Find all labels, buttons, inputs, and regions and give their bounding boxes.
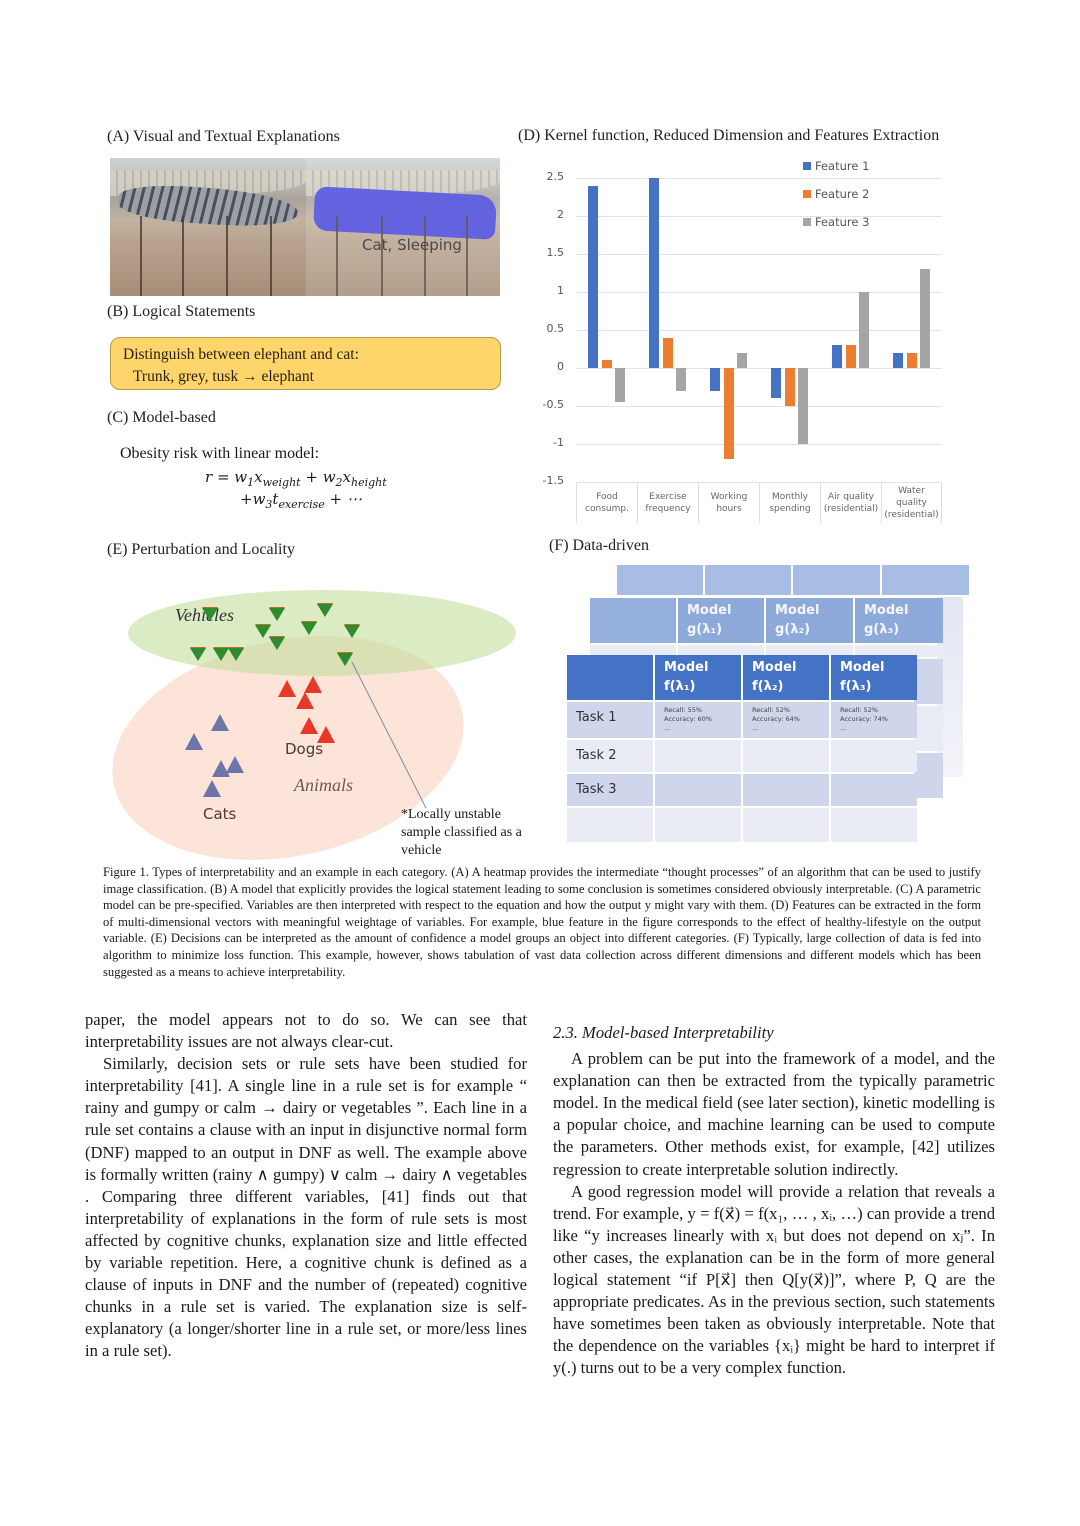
body-left-column — [85, 1009, 527, 1363]
y-tick-label: 1 — [557, 284, 564, 297]
legend-item — [803, 159, 869, 173]
vehicle-point — [344, 625, 360, 638]
cat-point — [203, 780, 221, 797]
metric-cell: Recall: 52% Accuracy: 74% ... — [831, 702, 917, 738]
bar-feature-3 — [737, 353, 747, 368]
bar-feature-1 — [649, 178, 659, 368]
vehicle-point — [269, 637, 285, 650]
y-tick-label: 0 — [557, 360, 564, 373]
gridline — [576, 178, 942, 179]
legend-swatch — [803, 218, 811, 226]
cat-point — [211, 714, 229, 731]
y-tick-label: 2.5 — [546, 170, 564, 183]
metric-cell: Recall: 55% Accuracy: 60% ... — [655, 702, 741, 738]
annotation-line: vehicle — [401, 843, 442, 858]
vehicle-point — [269, 608, 285, 621]
gridline — [576, 216, 942, 217]
bar-feature-3 — [920, 269, 930, 368]
logical-statement-box — [110, 337, 501, 390]
logic-line-1: Distinguish between elephant and cat: — [123, 346, 359, 363]
category-label: Food consump. — [576, 483, 637, 523]
vehicle-point — [213, 648, 229, 661]
mid-header-3: Model g(λ₃) — [855, 598, 943, 643]
annotation-line: *Locally unstable — [401, 807, 501, 822]
cat-photo-original — [110, 158, 306, 296]
bar-feature-3 — [798, 368, 808, 444]
category-label: Monthly spending — [759, 483, 820, 523]
model-f2-header: Model f(λ₂) — [743, 655, 829, 700]
panel-c-label: (C) Model-based — [107, 409, 216, 426]
bar-feature-3 — [676, 368, 686, 391]
y-tick-label: 2 — [557, 208, 564, 221]
gridline — [576, 330, 942, 331]
bar-feature-1 — [588, 186, 598, 368]
logic-line-2: Trunk, grey, tusk → elephant — [133, 368, 314, 385]
category-label: Exercise frequency — [637, 483, 698, 523]
bar-feature-3 — [859, 292, 869, 368]
equation-line-2: $+w_3t_{exercise}$ + ⋯ — [240, 490, 362, 511]
dog-point — [317, 726, 335, 743]
annotation-line: sample classified as a — [401, 825, 522, 840]
equation-line-1: $r = w_1x_{weight} + w_2x_{height}$ — [205, 468, 387, 489]
bar-feature-2 — [846, 345, 856, 368]
model-f1-header: Model f(λ₁) — [655, 655, 741, 700]
panel-d-label: (D) Kernel function, Reduced Dimension and Features Extraction — [518, 127, 940, 144]
annotation-leader-line — [340, 660, 460, 820]
animals-label: Animals — [294, 775, 354, 795]
legend-swatch — [803, 162, 811, 170]
bar-feature-3 — [615, 368, 625, 402]
y-tick-label: -1 — [553, 436, 564, 449]
y-tick-label: -1.5 — [542, 474, 564, 487]
category-label: Water quality (residential) — [881, 483, 942, 523]
dog-point — [300, 717, 318, 734]
cat-point — [212, 760, 230, 777]
results-table — [567, 655, 914, 842]
cat-point — [185, 733, 203, 750]
y-tick-label: 1.5 — [546, 246, 564, 259]
paragraph: A good regression model will provide a relation that reveals a trend. For example, y = f(x⃗) = f(x₁, … , xᵢ, …) can provide a trend like “y increases linearly with xᵢ but does not depend on xⱼ”. In other cases, the explanation can be in the form of more general logical statement “if P[x⃗] then Q[y(x⃗)]”, where P, Q are the appropriate predicates. As in the previous section, such statements have sometimes been taken as obviously interpretable. Note that the dependence on the variables {xᵢ} might be hard to interpret if y(.) turns out to be a very complex function. — [553, 1181, 995, 1378]
metric-cell: Recall: 52% Accuracy: 64% ... — [743, 702, 829, 738]
bar-feature-2 — [785, 368, 795, 406]
paragraph: Similarly, decision sets or rule sets have been studied for interpretability [41]. A single line in a rule set is for example “ rainy and gumpy or calm → dairy or vegetables ”. Each line in a rule set contains a clause with an input in disjunctive normal form (DNF) mapped to an output in DNF as well. The example above is formally written (rainy ∧ gumpy) ∨ calm → dairy ∧ vegetables . Comparing three different variables, [41] finds out that interpretability of explanations in the form of rule sets is most affected by cognitive chunks, explanation size and little effected by variable repetition. Here, a cognitive chunk is defined as a clause of inputs in DNF and the number of (repeated) cognitive chunks in a rule set is varied. The explanation size is self-explanatory (a longer/shorter line in a rule set, or more/less lines in a rule set). — [85, 1054, 527, 1361]
task-2-label: Task 2 — [567, 740, 653, 772]
vehicle-point — [202, 608, 218, 621]
panel-b-label: (B) Logical Statements — [107, 303, 256, 320]
panel-a-label: (A) Visual and Textual Explanations — [107, 128, 340, 145]
category-label: Working hours — [698, 483, 759, 523]
panel-e-label: (E) Perturbation and Locality — [107, 541, 295, 558]
unstable-sample-annotation — [401, 806, 522, 860]
panel-f-label: (F) Data-driven — [549, 537, 649, 554]
vehicle-point — [317, 604, 333, 617]
dogs-label: Dogs — [285, 740, 324, 758]
bar-feature-2 — [602, 360, 612, 368]
model-description: Obesity risk with linear model: — [120, 445, 320, 462]
gridline — [576, 406, 942, 407]
legend-item — [803, 187, 869, 201]
paragraph: A problem can be put into the framework of a model, and the explanation can then be extracted from the typically parametric model. In the medical field (see later section), kinetic modelling is a popular choice, and machine learning can be used to compute the parameters. Other methods exist, for example, [42] utilizes regression to create interpretable solution indirectly. — [553, 1049, 995, 1179]
bar-feature-1 — [710, 368, 720, 391]
y-tick-label: 0.5 — [546, 322, 564, 335]
bar-feature-1 — [893, 353, 903, 368]
mid-header-1: Model g(λ₁) — [678, 598, 764, 643]
section-heading: 2.3. Model-based Interpretability — [553, 1023, 774, 1042]
vehicle-point — [301, 622, 317, 635]
vehicle-point — [228, 648, 244, 661]
cat-photo-heatmap — [306, 158, 500, 296]
y-tick-label: -0.5 — [542, 398, 564, 411]
vehicle-point — [190, 648, 206, 661]
bar-feature-1 — [771, 368, 781, 398]
mid-header-2: Model g(λ₂) — [766, 598, 853, 643]
vehicles-label: Vehicles — [175, 605, 234, 625]
legend-label: Feature 2 — [815, 187, 870, 201]
bar-feature-2 — [724, 368, 734, 459]
dog-point — [296, 692, 314, 709]
heatmap-label: Cat, Sleeping — [362, 236, 462, 254]
task-3-label: Task 3 — [567, 774, 653, 806]
heatmap-overlay — [313, 186, 497, 239]
paragraph: paper, the model appears not to do so. We can see that interpretability issues are not always clear-cut. — [85, 1010, 527, 1052]
gridline — [576, 292, 942, 293]
legend-label: Feature 3 — [815, 215, 870, 229]
gridline — [576, 444, 942, 445]
dog-point — [278, 680, 296, 697]
legend-item — [803, 215, 869, 229]
legend-label: Feature 1 — [815, 159, 870, 173]
gridline — [576, 254, 942, 255]
back-table — [617, 565, 963, 595]
gridline — [576, 368, 942, 369]
category-label: Air quality (residential) — [820, 483, 881, 523]
dog-point — [304, 676, 322, 693]
bar-feature-2 — [907, 353, 917, 368]
model-f3-header: Model f(λ₃) — [831, 655, 917, 700]
corner-cell — [567, 655, 653, 700]
cats-label: Cats — [203, 805, 237, 823]
bar-feature-1 — [832, 345, 842, 368]
legend-swatch — [803, 190, 811, 198]
figure-caption: Figure 1. Types of interpretability and an example in each category. (A) A heatmap provides the intermediate “thought processes” of an algorithm that can be used to justify image classification. (B) A model that explicitly provides the logical statement leading to some conclusion is sometimes considered obviously interpretable. (C) A parametric model can be pre-specified. Variables are then interpreted with respect to the equation and how the output y might vary with them. (D) Features can be extracted in the form of multi-dimensional vectors with meaningful weightage of variables. For example, blue feature in the figure corresponds to the effect of healthy-lifestyle on the output variable. (E) Decisions can be interpreted as the amount of confidence a model groups an object into different categories. (F) Typically, large collection of data is fed into algorithm to minimize loss function. This example, however, shows tabulation of vast data collection across different dimensions and different models which has been suggested as a means to achieve interpretability. — [103, 865, 981, 979]
task-1-label: Task 1 — [567, 702, 653, 738]
bar-feature-2 — [663, 338, 673, 368]
body-right-column — [553, 1022, 995, 1380]
